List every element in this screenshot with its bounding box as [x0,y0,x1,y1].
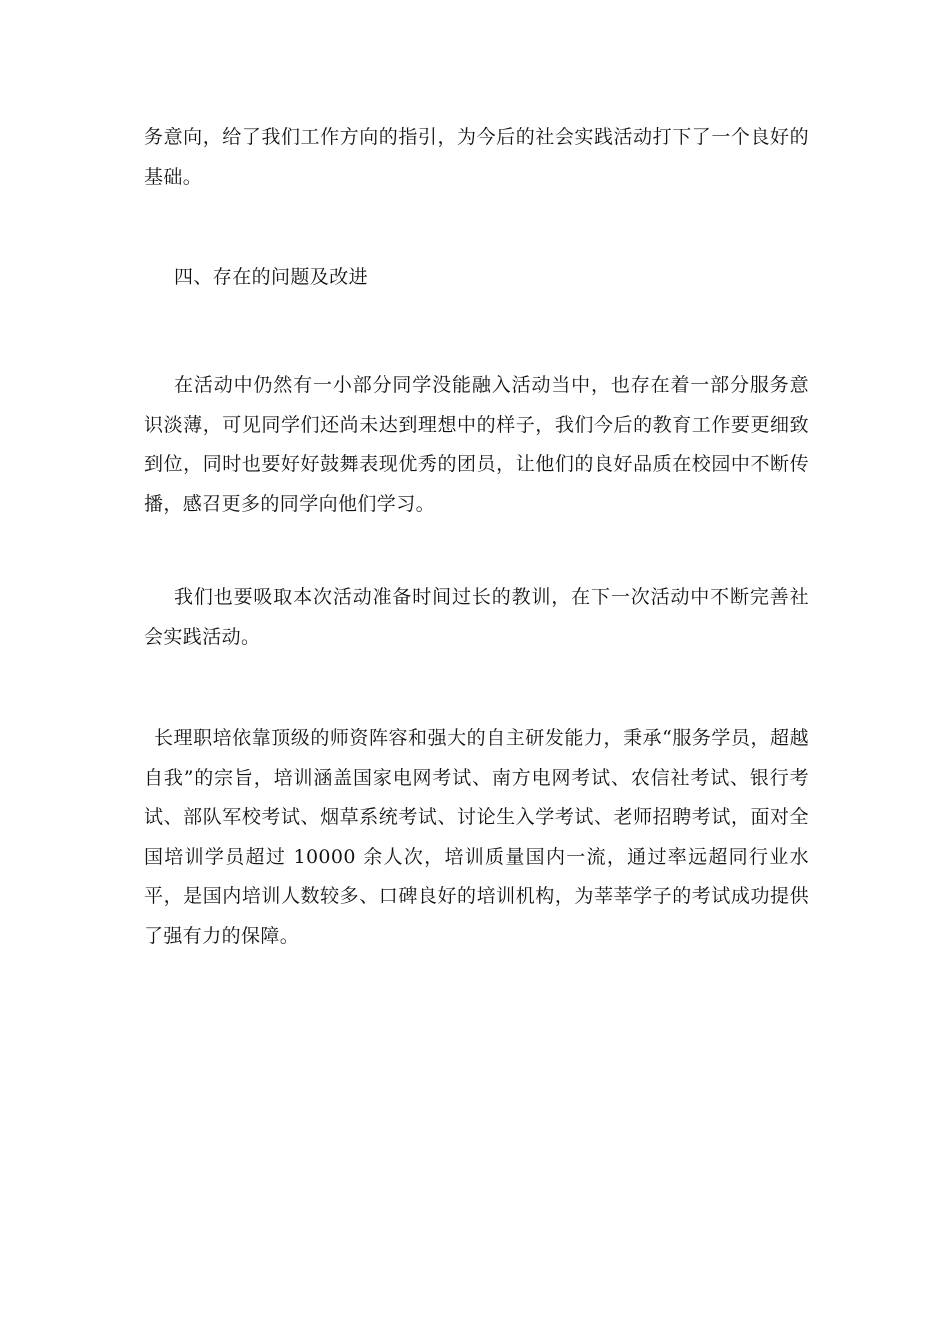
continuation-paragraph: 务意向，给了我们工作方向的指引，为今后的社会实践活动打下了一个良好的基础。 [144,126,809,188]
section-heading: 四、存在的问题及改进 [174,266,369,288]
advertisement-paragraph: 长理职培依靠顶级的师资阵容和强大的自主研发能力，秉承“服务学员，超越自我”的宗旨，培训涵盖国家电网考试、南方电网考试、农信社考试、银行考试、部队军校考试、烟草系统考试、讨论生入学考试、老师招聘考试，面对全国培训学员超过 10000 余人次，培训质量国内一流，通过率远超同行业水平，是国内培训人数较多、口碑良好的培训机构，为莘莘学子的考试成功提供了强有力的保障。 [144,727,809,947]
lesson-paragraph: 我们也要吸取本次活动准备时间过长的教训，在下一次活动中不断完善社会实践活动。 [144,586,809,648]
problem-paragraph: 在活动中仍然有一小部分同学没能融入活动当中，也存在着一部分服务意识淡薄，可见同学们还尚未达到理想中的样子，我们今后的教育工作要更细致到位，同时也要好好鼓舞表现优秀的团员，让他们的良好品质在校园中不断传播，感召更多的同学向他们学习。 [144,374,809,515]
